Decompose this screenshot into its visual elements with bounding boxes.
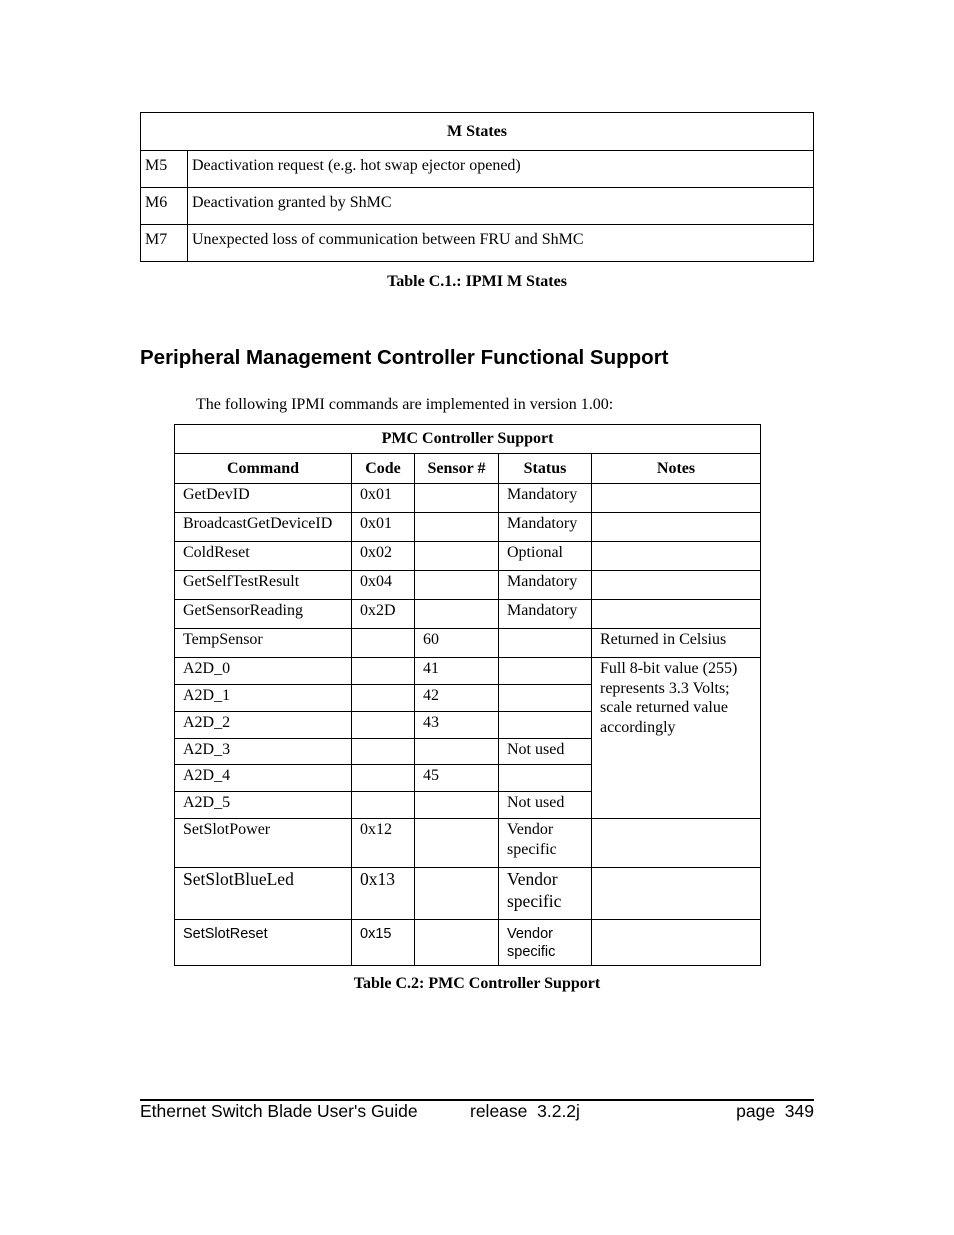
command-cell: A2D_5	[175, 792, 352, 819]
table-row	[141, 188, 814, 225]
command-cell: A2D_1	[175, 685, 352, 712]
m-state-description: Unexpected loss of communication between FRU and ShMC	[188, 225, 814, 262]
m-state-code: M5	[141, 151, 188, 188]
table-row	[175, 484, 761, 513]
notes-cell	[592, 868, 761, 920]
command-cell: SetSlotPower	[175, 819, 352, 868]
code-cell: 0x13	[352, 868, 415, 920]
notes-cell	[592, 600, 761, 629]
column-header-sensor: Sensor #	[415, 454, 499, 484]
command-cell: A2D_2	[175, 712, 352, 739]
table-row	[175, 629, 761, 658]
code-cell	[352, 685, 415, 712]
code-cell	[352, 658, 415, 685]
command-cell: A2D_3	[175, 739, 352, 765]
table-row	[175, 513, 761, 542]
column-header-code: Code	[352, 454, 415, 484]
footer-release: release 3.2.2j	[470, 1101, 580, 1121]
pmc-table-title: PMC Controller Support	[175, 425, 761, 454]
status-cell: Mandatory	[499, 600, 592, 629]
table-row	[141, 225, 814, 262]
command-cell: TempSensor	[175, 629, 352, 658]
intro-paragraph: The following IPMI commands are implemented in version 1.00:	[196, 396, 614, 413]
table-row	[175, 920, 761, 966]
code-cell: 0x15	[352, 920, 415, 966]
sensor-cell	[415, 513, 499, 542]
sensor-cell	[415, 542, 499, 571]
table-row	[175, 868, 761, 920]
table-title-row	[175, 425, 761, 454]
command-cell: GetDevID	[175, 484, 352, 513]
m-states-table	[140, 112, 814, 262]
column-header-notes: Notes	[592, 454, 761, 484]
status-cell: Not used	[499, 792, 592, 819]
column-header-status: Status	[499, 454, 592, 484]
command-cell: A2D_0	[175, 658, 352, 685]
status-cell: Mandatory	[499, 484, 592, 513]
sensor-cell: 43	[415, 712, 499, 739]
status-cell: Mandatory	[499, 571, 592, 600]
code-cell: 0x02	[352, 542, 415, 571]
m-state-description: Deactivation request (e.g. hot swap ejector opened)	[188, 151, 814, 188]
status-cell	[499, 658, 592, 685]
status-cell	[499, 765, 592, 792]
m-state-code: M6	[141, 188, 188, 225]
sensor-cell	[415, 792, 499, 819]
code-cell: 0x12	[352, 819, 415, 868]
code-cell	[352, 765, 415, 792]
sensor-cell: 41	[415, 658, 499, 685]
m-state-code: M7	[141, 225, 188, 262]
command-cell: SetSlotBlueLed	[175, 868, 352, 920]
status-cell	[499, 685, 592, 712]
sensor-cell	[415, 571, 499, 600]
status-cell	[499, 712, 592, 739]
command-cell: BroadcastGetDeviceID	[175, 513, 352, 542]
code-cell	[352, 739, 415, 765]
pmc-support-table	[174, 424, 761, 966]
sensor-cell	[415, 484, 499, 513]
notes-cell	[592, 819, 761, 868]
table-header-row	[141, 113, 814, 151]
table-row	[175, 542, 761, 571]
code-cell	[352, 792, 415, 819]
sensor-cell	[415, 739, 499, 765]
a2d-notes-cell: Full 8-bit value (255) represents 3.3 Volts; scale returned value accordingly	[592, 658, 761, 819]
notes-cell	[592, 571, 761, 600]
status-cell: Mandatory	[499, 513, 592, 542]
footer-document-title: Ethernet Switch Blade User's Guide	[140, 1101, 418, 1121]
notes-cell	[592, 484, 761, 513]
sensor-cell	[415, 819, 499, 868]
m-states-header: M States	[141, 113, 814, 151]
status-cell: Vendor specific	[499, 819, 592, 868]
command-cell: GetSelfTestResult	[175, 571, 352, 600]
code-cell: 0x04	[352, 571, 415, 600]
section-heading: Peripheral Management Controller Functional Support	[140, 346, 669, 369]
status-cell: Vendor specific	[499, 920, 592, 966]
code-cell: 0x01	[352, 513, 415, 542]
code-cell: 0x01	[352, 484, 415, 513]
command-cell: SetSlotReset	[175, 920, 352, 966]
table-c2-caption: Table C.2: PMC Controller Support	[353, 975, 601, 992]
sensor-cell: 45	[415, 765, 499, 792]
command-cell: GetSensorReading	[175, 600, 352, 629]
table-row	[175, 600, 761, 629]
table-header-row	[175, 454, 761, 484]
sensor-cell	[415, 600, 499, 629]
m-state-description: Deactivation granted by ShMC	[188, 188, 814, 225]
notes-cell: Returned in Celsius	[592, 629, 761, 658]
notes-cell	[592, 513, 761, 542]
sensor-cell	[415, 920, 499, 966]
status-cell: Vendor specific	[499, 868, 592, 920]
status-cell: Not used	[499, 739, 592, 765]
table-row	[175, 819, 761, 868]
code-cell	[352, 712, 415, 739]
code-cell: 0x2D	[352, 600, 415, 629]
table-c1-caption: Table C.1.: IPMI M States	[387, 273, 567, 290]
footer-page-number: page 349	[736, 1101, 814, 1121]
command-cell: A2D_4	[175, 765, 352, 792]
table-row	[175, 571, 761, 600]
notes-cell	[592, 920, 761, 966]
status-cell: Optional	[499, 542, 592, 571]
status-cell	[499, 629, 592, 658]
table-row	[141, 151, 814, 188]
code-cell	[352, 629, 415, 658]
command-cell: ColdReset	[175, 542, 352, 571]
column-header-command: Command	[175, 454, 352, 484]
sensor-cell	[415, 868, 499, 920]
notes-cell	[592, 542, 761, 571]
sensor-cell: 42	[415, 685, 499, 712]
sensor-cell: 60	[415, 629, 499, 658]
table-row	[175, 658, 761, 685]
